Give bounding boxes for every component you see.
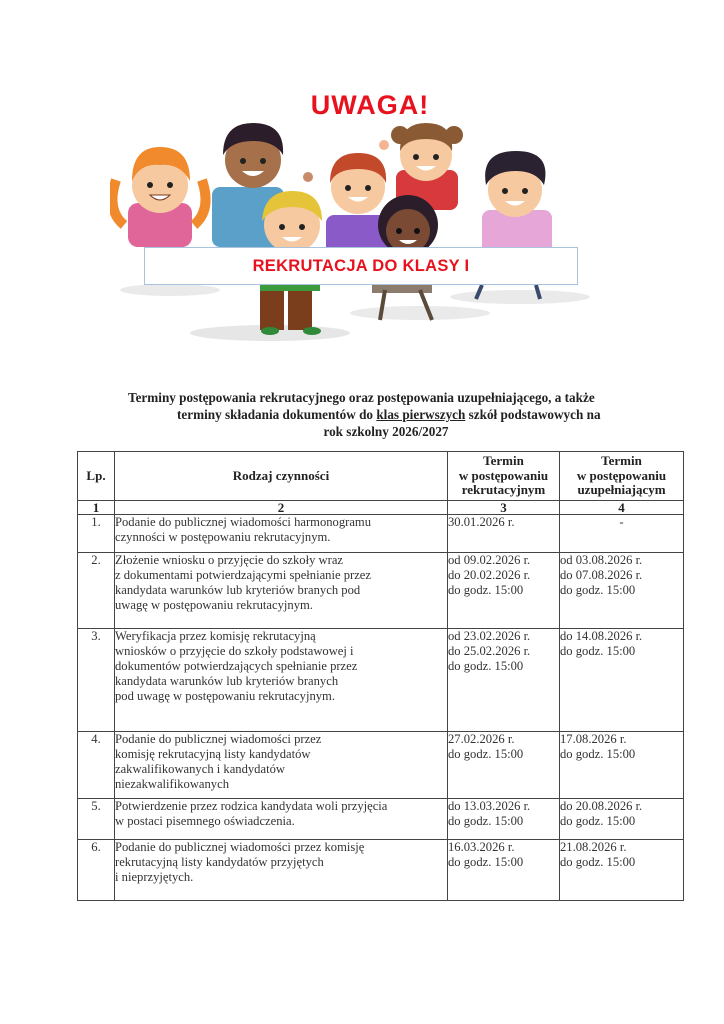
recruitment-date-cell-line: 27.02.2026 r.	[448, 732, 515, 746]
recruitment-date-cell-line: do 13.03.2026 r.	[448, 799, 531, 813]
activity-cell-line: dokumentów potwierdzających spełnianie przez	[115, 659, 358, 673]
supplementary-date-cell-line: do godz. 15:00	[560, 747, 636, 761]
banner-sign: REKRUTACJA DO KLASY I	[144, 247, 578, 285]
header-supplementary-line: uzupełniającym	[577, 482, 666, 498]
supplementary-date-cell-line: do godz. 15:00	[560, 644, 636, 658]
activity-cell-line: wniosków o przyjęcie do szkoły podstawowej i	[115, 644, 354, 658]
title-line-2	[110, 406, 650, 423]
banner-headline: UWAGA!	[310, 90, 430, 120]
supplementary-date-cell	[560, 515, 684, 553]
supplementary-date-cell-line: do 07.08.2026 r.	[560, 568, 643, 582]
title-underlined-text: klas pierwszych	[376, 407, 466, 422]
activity-cell-line: pod uwagę w postępowaniu rekrutacyjnym.	[115, 689, 335, 703]
header-supplementary	[560, 452, 684, 501]
table-header-row	[78, 452, 684, 501]
activity-cell	[115, 732, 448, 799]
supplementary-date-cell-line: 17.08.2026 r.	[560, 732, 627, 746]
row-number: 6.	[78, 840, 115, 901]
header-supplementary-line: Termin	[601, 453, 642, 469]
recruitment-date-cell-line: od 09.02.2026 r.	[448, 553, 531, 567]
schedule-table	[77, 451, 684, 901]
activity-cell-line: Złożenie wniosku o przyjęcie do szkoły wraz	[115, 553, 344, 567]
activity-cell-line: czynności w postępowaniu rekrutacyjnym.	[115, 530, 331, 544]
recruitment-date-cell-line: od 23.02.2026 r.	[448, 629, 531, 643]
activity-cell-line: rekrutacyjną listy kandydatów przyjętych	[115, 855, 324, 869]
title-line-3: rok szkolny 2026/2027	[323, 424, 449, 439]
table-row	[78, 515, 684, 553]
supplementary-date-cell-line: do 20.08.2026 r.	[560, 799, 643, 813]
table-row	[78, 553, 684, 629]
header-recruitment	[448, 452, 560, 501]
supplementary-date-cell	[560, 840, 684, 901]
column-number: 3	[448, 501, 560, 515]
activity-cell-line: Potwierdzenie przez rodzica kandydata woli przyjęcia	[115, 799, 388, 813]
supplementary-date-cell-line: do 14.08.2026 r.	[560, 629, 643, 643]
supplementary-date-cell-line: 21.08.2026 r.	[560, 840, 627, 854]
recruitment-date-cell-line: do godz. 15:00	[448, 814, 524, 828]
document-title	[110, 389, 650, 440]
recruitment-banner	[110, 85, 610, 345]
activity-cell-line: kandydata warunków lub kryteriów branych	[115, 674, 339, 688]
row-number: 2.	[78, 553, 115, 629]
activity-cell-line: Podanie do publicznej wiadomości przez komisję	[115, 840, 365, 854]
activity-cell	[115, 553, 448, 629]
supplementary-date-cell-line: do godz. 15:00	[560, 583, 636, 597]
row-number: 1.	[78, 515, 115, 553]
recruitment-date-cell-line: 16.03.2026 r.	[448, 840, 515, 854]
column-number-row	[78, 501, 684, 515]
supplementary-date-cell	[560, 799, 684, 840]
activity-cell-line: i nieprzyjętych.	[115, 870, 194, 884]
row-number: 3.	[78, 629, 115, 732]
supplementary-date-cell	[560, 732, 684, 799]
table-row	[78, 840, 684, 901]
recruitment-date-cell	[448, 515, 560, 553]
table-row	[78, 629, 684, 732]
title-line-1: Terminy postępowania rekrutacyjnego oraz postępowania uzupełniającego, a także	[128, 390, 595, 405]
header-supplementary-line: w postępowaniu	[576, 467, 667, 483]
activity-cell-line: Weryfikacja przez komisję rekrutacyjną	[115, 629, 316, 643]
recruitment-date-cell	[448, 840, 560, 901]
supplementary-date-cell-line: do godz. 15:00	[560, 814, 636, 828]
activity-cell	[115, 840, 448, 901]
supplementary-date-cell	[560, 629, 684, 732]
header-activity: Rodzaj czynności	[115, 452, 448, 501]
group-of-children-icon	[110, 85, 610, 345]
recruitment-date-cell-line: do godz. 15:00	[448, 659, 524, 673]
recruitment-date-cell-line: do 20.02.2026 r.	[448, 568, 531, 582]
header-recruitment-line: rekrutacyjnym	[461, 482, 546, 498]
activity-cell	[115, 629, 448, 732]
activity-cell	[115, 799, 448, 840]
title-line-2-end: szkół podstawowych na	[465, 407, 601, 422]
recruitment-date-cell-line: do 25.02.2026 r.	[448, 644, 531, 658]
column-number: 1	[78, 501, 115, 515]
activity-cell-line: z dokumentami potwierdzającymi spełnianie przez	[115, 568, 371, 582]
supplementary-date-cell-line: do godz. 15:00	[560, 855, 636, 869]
recruitment-date-cell	[448, 629, 560, 732]
row-number: 4.	[78, 732, 115, 799]
recruitment-date-cell	[448, 553, 560, 629]
recruitment-date-cell	[448, 799, 560, 840]
recruitment-date-cell-line: 30.01.2026 r.	[448, 515, 515, 529]
column-number: 4	[560, 501, 684, 515]
title-line-2-start: terminy składania dokumentów do	[177, 407, 377, 422]
activity-cell-line: Podanie do publicznej wiadomości przez	[115, 732, 322, 746]
table-body	[78, 515, 684, 901]
row-number: 5.	[78, 799, 115, 840]
supplementary-date-cell-line: od 03.08.2026 r.	[560, 553, 643, 567]
column-number: 2	[115, 501, 448, 515]
supplementary-date-cell-line: -	[619, 515, 624, 529]
header-recruitment-line: Termin	[483, 453, 524, 469]
activity-cell	[115, 515, 448, 553]
header-lp: Lp.	[78, 452, 115, 501]
activity-cell-line: uwagę w postępowaniu rekrutacyjnym.	[115, 598, 313, 612]
activity-cell-line: zakwalifikowanych i kandydatów	[115, 762, 285, 776]
recruitment-date-cell-line: do godz. 15:00	[448, 855, 524, 869]
activity-cell-line: Podanie do publicznej wiadomości harmonogramu	[115, 515, 372, 529]
supplementary-date-cell	[560, 553, 684, 629]
recruitment-date-cell	[448, 732, 560, 799]
activity-cell-line: komisję rekrutacyjną listy kandydatów	[115, 747, 311, 761]
table-row	[78, 799, 684, 840]
activity-cell-line: kandydata warunków lub kryteriów branych pod	[115, 583, 361, 597]
activity-cell-line: w postaci pisemnego oświadczenia.	[115, 814, 295, 828]
activity-cell-line: niezakwalifikowanych	[115, 777, 229, 791]
recruitment-date-cell-line: do godz. 15:00	[448, 583, 524, 597]
table-row	[78, 732, 684, 799]
header-recruitment-line: w postępowaniu	[458, 467, 549, 483]
recruitment-date-cell-line: do godz. 15:00	[448, 747, 524, 761]
